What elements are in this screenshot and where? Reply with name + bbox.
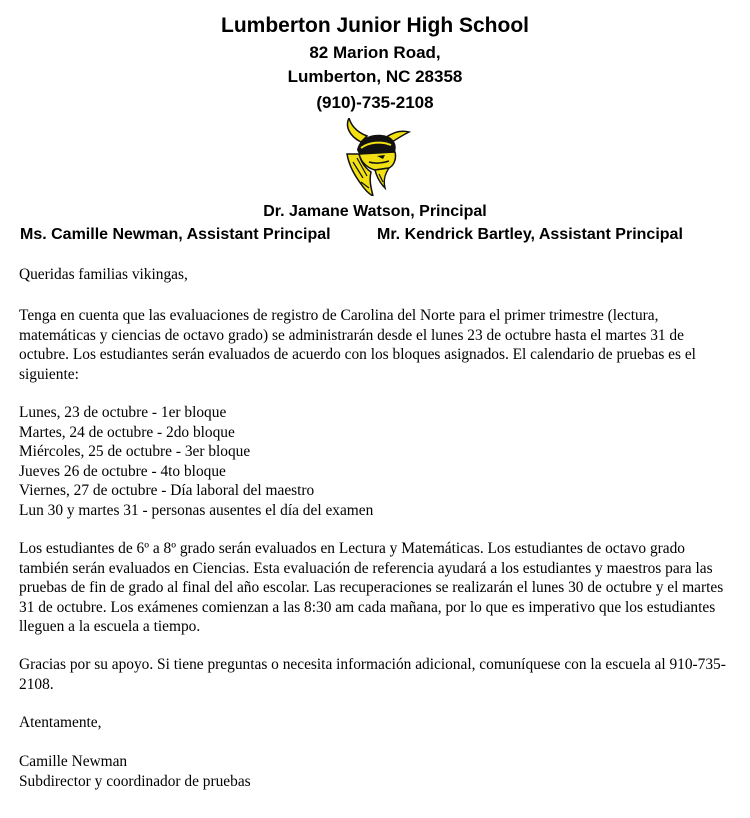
schedule-item: Lunes, 23 de octubre - 1er bloque [19, 404, 227, 421]
thanks-text: Gracias por su apoyo. Si tiene preguntas o necesita información adicional, comuníquese con la escuela al 910-735-2108. [19, 656, 726, 693]
schedule-item: Lun 30 y martes 31 - personas ausentes el día del examen [19, 501, 374, 519]
intro-paragraph [19, 306, 731, 384]
school-name: Lumberton Junior High School [221, 14, 529, 37]
greeting [19, 265, 731, 285]
schedule-item: Miércoles, 25 de octubre - 3er bloque [19, 443, 251, 460]
assistant-principal-right: Mr. Kendrick Bartley, Assistant Principal [377, 226, 683, 243]
schedule-item: Martes, 24 de octubre - 2do bloque [19, 423, 235, 441]
schedule-item: Jueves 26 de octubre - 4to bloque [19, 462, 226, 480]
schedule-item: Viernes, 27 de octubre - Día laboral del maestro [19, 482, 315, 499]
phone-number: (910)-735-2108 [316, 93, 434, 112]
closing [19, 713, 731, 733]
thanks-paragraph [19, 655, 731, 694]
address-line-2: Lumberton, NC 28358 [287, 67, 463, 86]
address-line-1: 82 Marion Road, [309, 43, 441, 62]
assistant-principal-left: Ms. Camille Newman, Assistant Principal [20, 226, 331, 243]
intro-text: Tenga en cuenta que las evaluaciones de registro de Carolina del Norte para el primer trimestre (lectura, matemáticas y ciencias de octavo grado) se administrarán desde el lunes 23 de octubre hasta el martes 31 de octubre. Los estudiantes serán evaluados de acuerdo con los bloques asignados. El calendario de pruebas es el siguiente: [19, 307, 696, 383]
signer-name: Camille Newman [19, 753, 128, 770]
test-schedule [19, 403, 731, 520]
closing-text: Atentamente, [19, 714, 102, 731]
greeting-text: Queridas familias vikingas, [19, 266, 188, 283]
signer-title: Subdirector y coordinador de pruebas [19, 772, 251, 790]
signature-block [19, 752, 731, 791]
viking-mascot-icon [339, 118, 411, 196]
details-paragraph [19, 539, 731, 637]
details-text: Los estudiantes de 6º a 8º grado serán evaluados en Lectura y Matemáticas. Los estudiantes de octavo grado también serán evaluados en Ciencias. Esta evaluación de referencia ayudará a los estudiantes y maestros para las pruebas de fin de grado al final del año escolar. Las recuperaciones se realizarán el lunes 30 de octubre y el martes 31 de octubre. Los exámenes comienzan a las 8:30 am cada mañana, por lo que es imperativo que los estudiantes lleguen a la escuela a tiempo. [19, 540, 724, 635]
principal-name: Dr. Jamane Watson, Principal [263, 203, 487, 220]
